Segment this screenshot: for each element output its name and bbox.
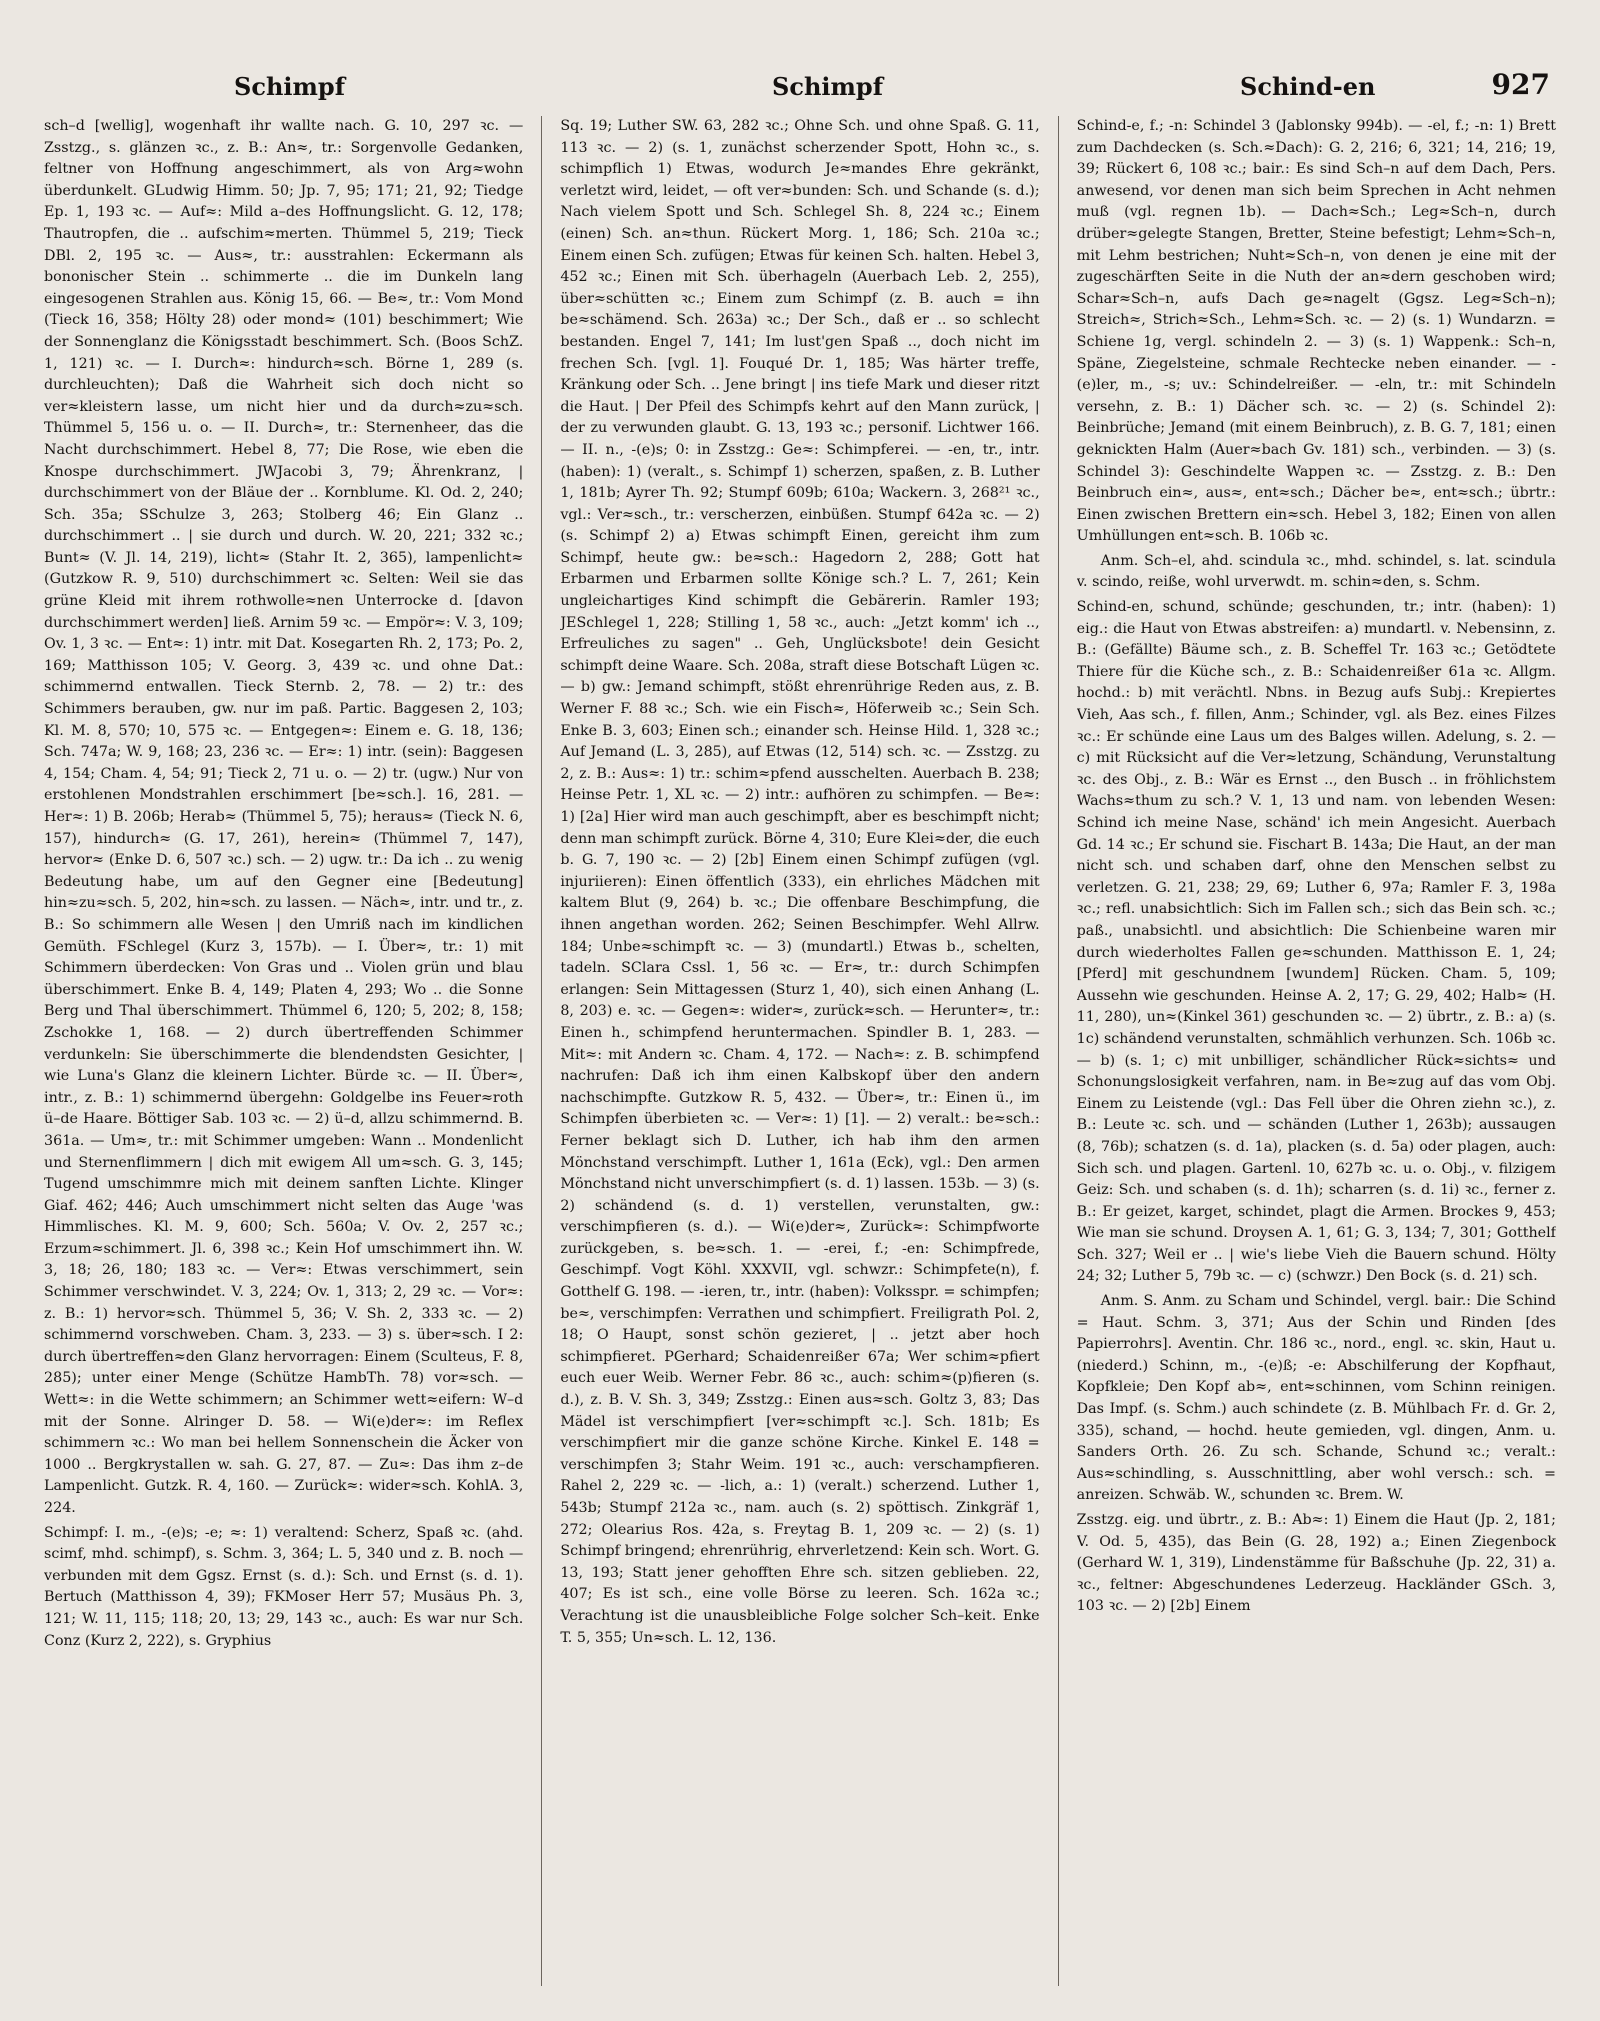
page-number: 927 [1491,68,1550,101]
entry-paragraph: Sq. 19; Luther SW. 63, 282 ꝛc.; Ohne Sch. und ohne Spaß. G. 11, 113 ꝛc. — 2) (s. 1, zunächst scherzender Spott, Hohn ꝛc., s. schimpflich 1) Etwas, wodurch Je≈mandes Ehre gekränkt, verletzt wird, leidet, — oft ver≈bunden: Sch. und Schande (s. d.); Nach vielem Spott und Sch. Schlegel Sh. 8, 224 ꝛc.; Einem (einen) Sch. an≈thun. Rückert Morg. 1, 186; Sch. 210a ꝛc.; Einem einen Sch. zufügen; Etwas für keinen Sch. halten. Hebel 3, 452 ꝛc.; Einen mit Sch. überhageln (Auerbach Leb. 2, 255), über≈schütten ꝛc.; Einem zum Schimpf (z. B. auch = ihn be≈schämend. Sch. 263a) ꝛc.; Der Sch., daß er .. so schlecht bestanden. Engel 7, 141; Im lust'gen Spaß .., doch nicht im frechen Sch. [vgl. 1]. Fouqué Dr. 1, 185; Was härter treffe, Kränkung oder Sch. .. Jene bringt | ins tiefe Mark und dieser ritzt die Haut. | Der Pfeil des Schimpfs kehrt auf den Mann zurück, | der zu verwunden glaubt. G. 13, 193 ꝛc.; personif. Lichtwer 166. — II. n., -(e)s; 0: in Zsstzg.: Ge≈: Schimpferei. — -en, tr., intr. (haben): 1) (veralt., s. Schimpf 1) scherzen, spaßen, z. B. Luther 1, 181b; Ayrer Th. 92; Stumpf 609b; 610a; Wackern. 3, 268²¹ ꝛc., vgl.: Ver≈sch., tr.: verscherzen, einbüßen. Stumpf 642a ꝛc. — 2) (s. Schimpf 2) a) Etwas schimpft Einen, gereicht ihm zum Schimpf, heute gw.: be≈sch.: Hagedorn 2, 288; Gott hat Erbarmen und Erbarmen sollte Könige sch.? L. 7, 261; Kein ungleichartiges Kind schimpft die Gebärerin. Ramler 193; JESchlegel 1, 228; Stilling 1, 58 ꝛc., auch: „Jetzt komm' ich .., Erfreuliches zu sagen" .. Geh, Unglücksbote! dein Gesicht schimpft deine Waare. Sch. 208a, straft diese Botschaft Lügen ꝛc. — b) gw.: Jemand schimpft, stößt ehrenrührige Reden aus, z. B. Werner F. 88 ꝛc.; Sch. wie ein Fisch≈, Höferweib ꝛc.; Sein Sch. Enke B. 3, 603; Einen sch.; einander sch. Heinse Hild. 1, 328 ꝛc.; Auf Jemand (L. 3, 285), auf Etwas (12, 514) sch. ꝛc. — Zsstzg. zu 2, z. B.: Aus≈: 1) tr.: schim≈pfend ausschelten. Auerbach B. 238; Heinse Petr. 1, XL ꝛc. — 2) intr.: aufhören zu schimpfen. — Be≈: 1) [2a] Hier wird man auch geschimpft, aber es beschimpft nicht; denn man schimpft zurück. Börne 4, 310; Eure Klei≈der, die euch b. G. 7, 190 ꝛc. — 2) [2b] Einem einen Schimpf zufügen (vgl. injuriieren): Einen öffentlich (333), ein ehrliches Mädchen mit kaltem Blut (9, 264) b. ꝛc.; Die offenbare Beschimpfung, die ihnen angethan worden. 262; Seinen Beschimpfer. Wehl Allrw. 184; Unbe≈schimpft ꝛc. — 3) (mundartl.) Etwas b., schelten, tadeln. SClara Cssl. 1, 56 ꝛc. — Er≈, tr.: durch Schimpfen erlangen: Sein Mittagessen (Sturz 1, 40), sich einen Anhang (L. 8, 203) e. ꝛc. — Gegen≈: wider≈, zurück≈sch. — Herunter≈, tr.: Einen h., schimpfend heruntermachen. Spindler B. 1, 283. — Mit≈: mit Andern ꝛc. Cham. 4, 172. — Nach≈: z. B. schimpfend nachrufen: Daß ich ihm einen Kalbskopf über den andern nachschimpfte. Gutzkow R. 5, 432. — Über≈, tr.: Einen ü., im Schimpfen überbieten ꝛc. — Ver≈: 1) [1]. — 2) veralt.: be≈sch.: Ferner beklagt sich D. Luther, ich hab ihm den armen Mönchstand verschimpft. Luther 1, 161a (Eck), vgl.: Den armen Mönchstand nicht unverschimpfiert (s. d. 1) lassen. 153b. — 3) (s. 2) schändend (s. d. 1) verstellen, verunstalten, gw.: verschimpfieren (s. d.). — Wi(e)der≈, Zurück≈: Schimpfworte zurückgeben, s. be≈sch. 1. — -erei, f.; -en: Schimpfrede, Geschimpf. Vogt Köhl. XXXVII, vgl. schwzr.: Schimpfete(n), f. Gotthelf G. 198. — -ieren, tr., intr. (haben): Volksspr. = schimpfen; be≈, verschimpfen: Verrathen und schimpfiert. Freiligrath Pol. 2, 18; O Haupt, sonst schön gezieret, | .. jetzt aber hoch schimpfieret. PGerhard; Schaidenreißer 67a; Wer schim≈pfiert euch euer Weib. Werner Febr. 86 ꝛc., auch: schim≈(p)fieren (s. d.), z. B. V. Sh. 3, 349; Zsstzg.: Einen aus≈sch. Goltz 3, 83; Das Mädel ist verschimpfiert [ver≈schimpft ꝛc.]. Sch. 181b; Es verschimpfiert mir die ganze schöne Kirche. Kinkel E. 148 = verschimpfen 3; Stahr Weim. 191 ꝛc., auch: verschampfieren. Rahel 2, 229 ꝛc. — -lich, a.: 1) (veralt.) scherzend. Luther 1, 543b; Stumpf 212a ꝛc., nam. auch (s. 2) spöttisch. Zinkgräf 1, 272; Olearius Ros. 42a, s. Freytag B. 1, 209 ꝛc. — 2) (s. 1) Schimpf bringend; ehrenrührig, ehrverletzend: Kein sch. Wort. G. 13, 193; Statt jener gehofften Ehre sch. sitzen geblieben. 22, 407; Es ist sch., eine volle Börse zu leeren. Sch. 162a ꝛc.; Verachtung ist die unausbleibliche Folge solcher Sch–keit. Enke T. 5, 355; Un≈sch. L. 12, 136. [560,118,1040,1646]
text-columns [44,116,1556,1986]
entry-paragraph: sch–d [wellig], wogenhaft ihr wallte nach. G. 10, 297 ꝛc. — Zsstzg., s. glänzen ꝛc., z. B.: An≈, tr.: Sorgenvolle Gedanken, feltner von Hoffnung angeschimmert, als von Arg≈wohn überdunkelt. GLudwig Himm. 50; Jp. 7, 95; 171; 21, 92; Tiedge Ep. 1, 193 ꝛc. — Auf≈: Mild a–des Hoffnungslicht. G. 12, 178; Thautropfen, die .. aufschim≈merten. Thümmel 5, 219; Tieck DBl. 2, 195 ꝛc. — Aus≈, tr.: ausstrahlen: Eckermann als bononischer Stein .. schimmerte .. die im Dunkeln lang eingesogenen Strahlen aus. König 15, 66. — Be≈, tr.: Vom Mond (Tieck 16, 358; Hölty 28) oder mond≈ (101) beschimmert; Wie der Sonnenglanz die Königsstadt beschimmert. Sch. (Boos SchZ. 1, 121) ꝛc. — I. Durch≈: hindurch≈sch. Börne 1, 289 (s. durchleuchten); Daß die Wahrheit sich doch nicht so ver≈kleistern lasse, um nicht hier und da durch≈zu≈sch. Thümmel 5, 156 u. o. — II. Durch≈, tr.: Sternenheer, das die Nacht durchschimmert. Hebel 8, 77; Die Rose, wie eben die Knospe durchschimmert. JWJacobi 3, 79; Ährenkranz, | durchschimmert von der Bläue der .. Kornblume. Kl. Od. 2, 240; Sch. 35a; SSchulze 3, 263; Stolberg 46; Ein Glanz .. durchschimmert .. | sie durch und durch. W. 20, 221; 332 ꝛc.; Bunt≈ (V. Jl. 14, 219), licht≈ (Stahr It. 2, 365), lampenlicht≈ (Gutzkow R. 9, 510) durchschimmert ꝛc. Selten: Weil sie das grüne Kleid mit ihrem rothwolle≈nen Unterrocke d. [davon durchschimmert werden] ließ. Arnim 59 ꝛc. — Empör≈: V. 3, 109; Ov. 1, 3 ꝛc. — Ent≈: 1) intr. mit Dat. Kosegarten Rh. 2, 173; Po. 2, 169; Matthisson 105; V. Georg. 3, 439 ꝛc. und ohne Dat.: schimmernd entwallen. Tieck Sternb. 2, 78. — 2) tr.: des Schimmers berauben, gw. nur im paß. Partic. Baggesen 2, 103; Kl. M. 8, 570; 10, 575 ꝛc. — Entgegen≈: Einem e. G. 18, 136; Sch. 747a; W. 9, 168; 23, 236 ꝛc. — Er≈: 1) intr. (sein): Baggesen 4, 154; Cham. 4, 54; 91; Tieck 2, 71 u. o. — 2) tr. (ugw.) Nur von erstohlenen Mondstrahlen erschimmert [be≈sch.]. 16, 281. — Her≈: 1) B. 206b; Herab≈ (Thümmel 5, 75); heraus≈ (Tieck N. 6, 157), hindurch≈ (G. 17, 261), herein≈ (Thümmel 7, 147), hervor≈ (Enke D. 6, 507 ꝛc.) sch. — 2) ugw. tr.: Da ich .. zu wenig Bedeutung habe, um auf den Gegner eine [Bedeutung] hin≈zu≈sch. 5, 202, hin≈sch. zu lassen. — Näch≈, intr. und tr., z. B.: So schimmern alle Wesen | den Umriß nach im kindlichen Gemüth. FSchlegel (Kurz 3, 157b). — I. Über≈, tr.: 1) mit Schimmern überdecken: Von Gras und .. Violen grün und blau überschimmert. Enke B. 4, 149; Platen 4, 293; Wo .. die Sonne Berg und Thal überschimmert. Thümmel 6, 120; 5, 202; 8, 158; Zschokke 1, 168. — 2) durch übertreffenden Schimmer verdunkeln: Sie überschimmerte die blendendsten Gesichter, | wie Luna's Glanz die kleinern Lichter. Bürde ꝛc. — II. Über≈, intr., z. B.: 1) schimmernd übergehn: Goldgelbe ins Feuer≈roth ü–de Haare. Böttiger Sab. 103 ꝛc. — 2) ü–d, allzu schimmernd. B. 361a. — Um≈, tr.: mit Schimmer umgeben: Wann .. Mondenlicht und Sternenflimmern | dich mit ewigem All um≈sch. G. 3, 145; Tugend umschimmre mich mit deinem sanften Lichte. Klinger Giaf. 462; 446; Auch umschimmert nicht selten das Auge 'was Himmlisches. Kl. M. 9, 600; Sch. 560a; V. Ov. 2, 257 ꝛc.; Erzum≈schimmert. Jl. 6, 398 ꝛc.; Kein Hof umschimmert ihn. W. 3, 18; 26, 180; 183 ꝛc. — Ver≈: Etwas verschimmert, sein Schimmer verschwindet. V. 3, 224; Ov. 1, 313; 2, 29 ꝛc. — Vor≈: z. B.: 1) hervor≈sch. Thümmel 5, 36; V. Sh. 2, 333 ꝛc. — 2) schimmernd vorschweben. Cham. 3, 233. — 3) s. über≈sch. I 2: durch übertreffen≈den Glanz hervorragen: Einem (Sculteus, F. 8, 285); unter einer Menge (Schütze HambTh. 78) vor≈sch. — Wett≈: in die Wette schimmern; an Schimmer wett≈eifern: W–d mit der Sonne. Alringer D. 58. — Wi(e)der≈: im Reflex schimmern ꝛc.: Wo man bei hellem Sonnenschein die Äcker von 1000 .. Bergkrystallen w. sah. G. 27, 87. — Zu≈: Das ihm z–de Lampenlicht. Gutzk. R. 4, 160. — Zurück≈: wider≈sch. KohlA. 3, 224. [44,118,524,1516]
column-2 [560,116,1039,1986]
note-paragraph: Anm. S. Anm. zu Scham und Schindel, vergl. bair.: Die Schind = Haut. Schm. 3, 371; Aus der Schin und Rinden [des Papierrohrs]. Aventin. Chr. 186 ꝛc., nord., engl. ꝛc. skin, Haut u. (niederd.) Schinn, m., -(e)ß; -e: Abschilferung der Kopfhaut, Kopfkleie; Den Kopf ab≈, ent≈schinnen, vom Schinn reinigen. Das Impf. (s. Schm.) auch schindete (z. B. Mühlbach Fr. d. Gr. 2, 335), schand, — hochd. heute gemieden, vgl. dingen, Anm. u. Sanders Orth. 26. Zu sch. Schande, Schund ꝛc.; veralt.: Aus≈schindling, s. Ausschnittling, aber wohl versch.: sch. = anreizen. Schwäb. W., schunden ꝛc. Brem. W. [1076,1293,1556,1504]
column-1 [44,116,523,1986]
entry-paragraph: Schind-e, f.; -n: Schindel 3 (Jablonsky 994b). — -el, f.; -n: 1) Brett zum Dachdecken (s. Sch.≈Dach): G. 2, 216; 6, 321; 14, 216; 19, 39; Rückert 6, 108 ꝛc.; bair.: Es sind Sch–n auf dem Dach, Pers. anwesend, vor denen man sich beim Sprechen in Acht nehmen muß (vgl. regnen 1b). — Dach≈Sch.; Leg≈Sch–n, durch drüber≈gelegte Stangen, Bretter, Steine befestigt; Lehm≈Sch–n, mit Lehm bestrichen; Nuht≈Sch–n, von denen je eine mit der zugeschärften Seite in die Nuth der an≈dern geschoben wird; Schar≈Sch–n, aufs Dach ge≈nagelt (Ggsz. Leg≈Sch–n); Streich≈, Strich≈Sch., Lehm≈Sch. ꝛc. — 2) (s. 1) Wundarzn. = Schiene 1g, vergl. schindeln 2. — 3) (s. 1) Wappenk.: Sch–n, Späne, Ziegelsteine, schmale Rechtecke neben einander. — -(e)ler, m., -s; uv.: Schindelreißer. — -eln, tr.: mit Schindeln versehn, z. B.: 1) Dächer sch. ꝛc. — 2) (s. Schindel 2): Beinbrüche; Jemand (mit einem Beinbruch), z. B. G. 7, 181; einen geknickten Halm (Auer≈bach Gv. 181) sch., verbinden. — 3) (s. Schindel 3): Geschindelte Wappen ꝛc. — Zsstzg. z. B.: Den Beinbruch ein≈, aus≈, ent≈sch.; Dächer be≈, ent≈sch.; übrtr.: Einen zwischen Brettern ein≈sch. Hebel 3, 182; Einen von allen Umhüllungen ent≈sch. B. 106b ꝛc. [1076,118,1556,545]
entry-paragraph: Zsstzg. eig. und übrtr., z. B.: Ab≈: 1) Einem die Haut (Jp. 2, 181; V. Od. 5, 435), das Bein (G. 28, 192) a.; Einen Ziegenbock (Gerhard W. 1, 319), Lindenstämme für Baßschuhe (Jp. 22, 31) a. ꝛc., feltner: Abgeschundenes Lederzeug. Hackländer GSch. 3, 103 ꝛc. — 2) [2b] Einem [1076,1512,1556,1615]
header-right-keyword: Schind-en [1240,72,1376,101]
column-divider [541,116,542,1986]
entry-paragraph: Schind-en, schund, schünde; geschunden, tr.; intr. (haben): 1) eig.: die Haut von Etwas abstreifen: a) mundartl. v. Nebensinn, z. B.: (Gefällte) Bäume sch., z. B. Scheffel Tr. 163 ꝛc.; Getödtete Thiere für die Küche sch., z. B.: Schaidenreißer 61a ꝛc. Allgm. hochd.: b) mit verächtl. Nbns. in Bezug aufs Subj.: Krepiertes Vieh, Aas sch., f. fillen, Anm.; Schinder, vgl. als Bez. eines Filzes ꝛc.: Er schünde eine Laus um des Balges willen. Adelung, s. 2. — c) mit Rücksicht auf die Ver≈letzung, Schändung, Verunstaltung ꝛc. des Obj., z. B.: Wär es Ernst .., den Busch .. in fröhlichstem Wachs≈thum zu sch.? V. 1, 13 und nam. von lebenden Wesen: Schind ich meine Nase, schänd' ich mein Angesicht. Auerbach Gd. 14 ꝛc.; Er schund sie. Fischart B. 143a; Die Haut, an der man nicht sch. und schaben darf, ohne den Menschen selbst zu verletzen. G. 21, 238; 29, 69; Luther 6, 97a; Ramler F. 3, 198a ꝛc.; refl. unabsichtlich: Sich im Fallen sch.; sich das Bein sch. ꝛc.; paß., unabsichtl. und absichtlich: Die Schienbeine waren mir durch wiederholtes Fallen ge≈schunden. Matthisson E. 1, 24; [Pferd] mit geschundnem [wundem] Rücken. Cham. 5, 109; Aussehn wie geschunden. Heinse A. 2, 17; G. 29, 402; Halb≈ (H. 11, 280), un≈(Kinkel 361) geschunden ꝛc. — 2) übrtr., z. B.: a) (s. 1c) schändend verunstalten, schmählich verhunzen. Sch. 106b ꝛc. — b) (s. 1; c) mit unbilliger, schändlicher Rück≈sichts≈ und Schonungslosigkeit verfahren, nam. in Be≈zug auf das vom Obj. Einem zu Leistende (vgl.: Das Fell über die Ohren ziehn ꝛc.), z. B.: Leute ꝛc. sch. und — schänden (Luther 1, 263b); aussaugen (8, 76b); schatzen (s. d. 1a), placken (s. d. 5a) oder plagen, auch: Sich sch. und plagen. Gartenl. 10, 627b ꝛc. u. o. Obj., v. filzigem Geiz: Sch. und schaben (s. d. 1h); scharren (s. d. 1i) ꝛc., ferner z. B.: Er geizet, karget, schindet, plagt die Armen. Brockes 9, 453; Wie man sie schund. Droysen A. 1, 61; G. 3, 134; 7, 301; Gotthelf Sch. 327; Weil er .. | wie's liebe Vieh die Bauern schund. Hölty 24; 32; Luther 5, 79b ꝛc. — c) (schwzr.) Den Bock (s. d. 21) sch. [1076,599,1556,1285]
header-center-keyword: Schimpf [772,72,884,101]
entry-paragraph: Schimpf: I. m., -(e)s; -e; ≈: 1) veraltend: Scherz, Spaß ꝛc. (ahd. scimf, mhd. schimpf), s. Schm. 3, 364; L. 5, 340 und z. B. noch — verbunden mit dem Ggsz. Ernst (s. d.): Sch. und Ernst (s. d. 1). Bertuch (Matthisson 4, 39); FKMoser Herr 57; Musäus Ph. 3, 121; W. 11, 115; 118; 20, 13; 29, 143 ꝛc., auch: Es war nur Sch. Conz (Kurz 2, 222), s. Gryphius [44,1524,524,1649]
header-left-keyword: Schimpf [234,72,346,101]
column-3 [1077,116,1556,1986]
running-header [44,68,1556,116]
note-paragraph: Anm. Sch–el, ahd. scindula ꝛc., mhd. schindel, s. lat. scindula v. scindo, reiße, wohl urverwdt. m. schin≈den, s. Schm. [1076,552,1556,591]
column-divider [1058,116,1059,1986]
